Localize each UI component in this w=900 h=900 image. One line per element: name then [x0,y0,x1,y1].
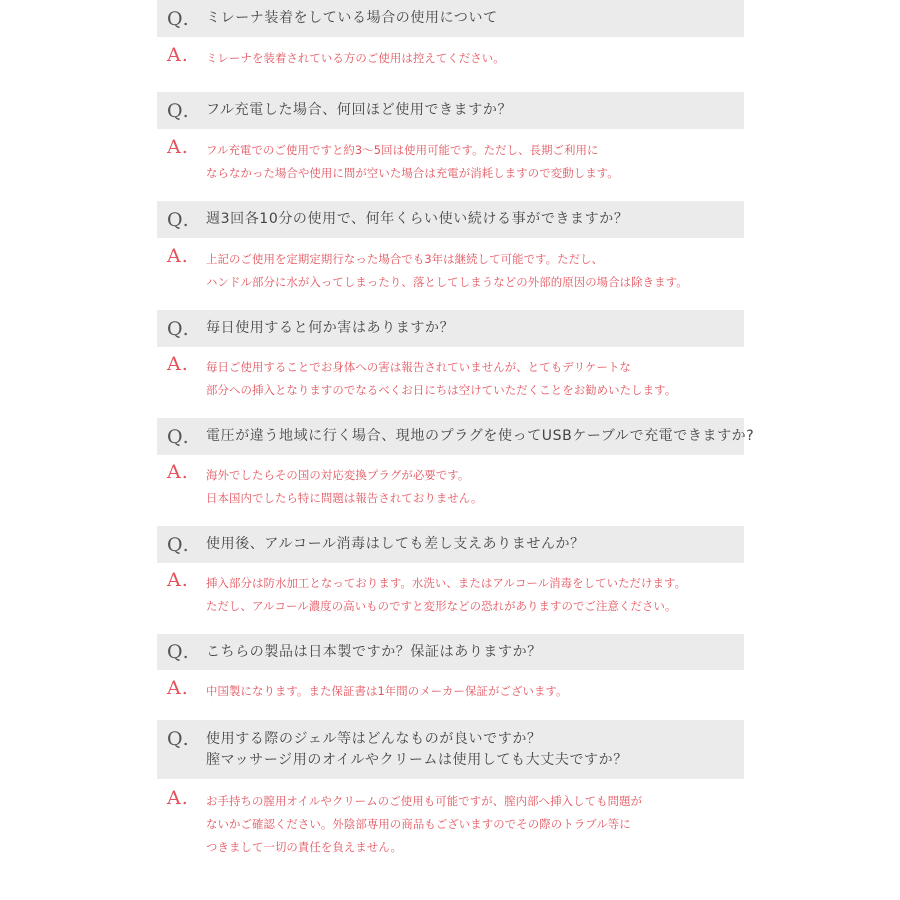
faq-question-5 [157,418,755,455]
answer-text: 毎日ご使用することでお身体への害は報告されていませんが、とてもデリケートな 部分への挿入となりますのでなるべくお日にちは空けていただくことをお勧めいたします。 [206,360,677,397]
question-text: ミレーナ装着をしている場合の使用について [206,10,498,26]
answer-text: 上記のご使用を定期定期行なった場合でも3年は継続して可能です。ただし、 ハンドル部分に水が入ってしまったり、落としてしまうなどの外部的原因の場合は除きます。 [206,252,688,289]
question-text: 週3回各10分の使用で、何年くらい使い続ける事ができますか？ [206,211,629,227]
question-mark: Q. [167,641,190,663]
answer-mark: A. [167,787,189,809]
question-mark: Q. [167,317,190,340]
question-mark: Q. [167,7,190,30]
faq-question-6 [157,526,744,563]
faq-question-8 [157,720,744,779]
faq-question-2 [157,92,744,129]
answer-text: お手持ちの膣用オイルやクリームのご使用も可能ですが、膣内部へ挿入しても問題が ないかご確認ください。外陰部専用の商品もございますのでその際のトラブル等に つきまして一切の責任を負えません。 [206,794,643,854]
answer-mark: A. [167,677,189,699]
answer-mark: A. [167,136,189,158]
answer-text: 海外でしたらその国の対応変換プラグが必要です。 日本国内でしたら特に問題は報告されておりません。 [206,468,483,505]
question-text: 電圧が違う地域に行く場合、現地のプラグを使ってUSBケーブルで充電できますか? [206,428,755,444]
answer-mark: A. [167,569,189,591]
answer-text: 中国製になります。また保証書は1年間のメーカー保証がございます。 [206,684,568,698]
answer-mark: A. [167,245,189,267]
question-text: こちらの製品は日本製ですか？保証はありますか？ [206,643,542,660]
question-mark: Q. [167,99,190,122]
question-text: 毎日使用すると何か害はありますか？ [206,320,455,336]
faq-question-4 [157,310,744,347]
faq-question-1 [157,0,744,37]
question-mark: Q. [167,728,190,750]
answer-text: ミレーナを装着されている方のご使用は控えてください。 [206,51,505,65]
question-mark: Q. [167,425,190,448]
answer-mark: A. [167,461,189,483]
question-mark: Q. [167,208,190,231]
answer-mark: A. [167,44,189,66]
question-text: 使用する際のジェル等はどんなものが良いですか？ 膣マッサージ用のオイルやクリームは使用しても大丈夫ですか？ [206,731,628,768]
answer-mark: A. [167,353,189,375]
answer-text: 挿入部分は防水加工となっております。水洗い、またはアルコール消毒をしていただけます。 ただし、アルコール濃度の高いものですと変形などの恐れがありますのでご注意ください。 [206,576,687,613]
answer-text: フル充電でのご使用ですと約3～5回は使用可能です。ただし、長期ご利用に ならなかった場合や使用に間が空いた場合は充電が消耗しますので変動します。 [206,143,619,180]
question-text: 使用後、アルコール消毒はしても差し支えありませんか？ [206,536,585,552]
faq-question-7 [157,634,744,670]
question-text: フル充電した場合、何回ほど使用できますか？ [206,102,513,118]
faq-question-3 [157,201,744,238]
question-mark: Q. [167,533,190,556]
